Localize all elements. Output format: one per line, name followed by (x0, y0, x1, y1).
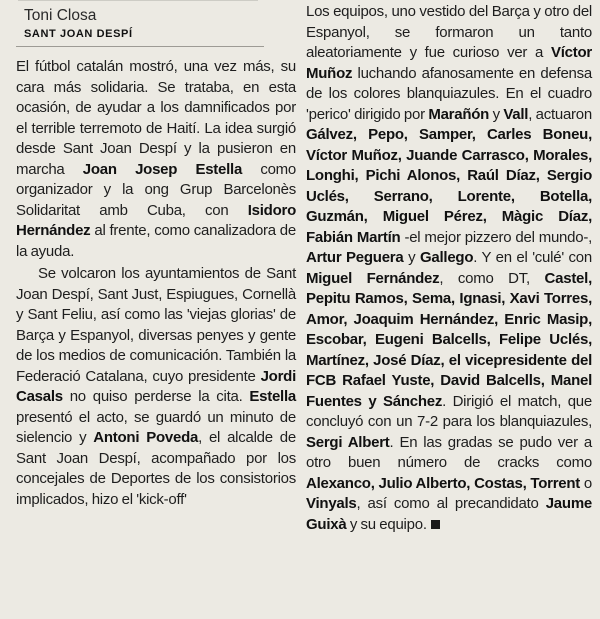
text-run: . Dirigió el match, que concluyó con un 7-2 para los blanquiazules, (306, 392, 592, 430)
text-run: Los equipos, uno vestido del Barça y otro del Espanyol, se formaron un tanto aleatoriamente y fue curioso ver a (306, 3, 592, 61)
text-run: y su equipo. (346, 515, 427, 533)
paragraph (306, 0, 592, 535)
bold-name: Isidoro Hernández (16, 201, 296, 239)
bold-name: Joan Josep Estella (82, 160, 243, 178)
author-name: Toni Closa (24, 7, 97, 24)
text-run: El fútbol catalán mostró, una vez más, su cara más solidaria. Se trataba, en esta ocasión, de ayudar a los damnificados por el terrible terremoto de Haití. La idea surgió desde Sant Joan Despí y la pusieron en marcha (16, 58, 296, 178)
bold-name: Miguel Fernández (306, 269, 440, 287)
bold-name: Vinyals (306, 495, 357, 512)
text-run: no quiso perderse la cita. (62, 388, 250, 405)
text-run: presentó el acto, se guardó un minuto de sielencio y (16, 408, 296, 446)
paragraph (16, 57, 296, 262)
bold-name: Alexanco, Julio Alberto, Costas, Torrent (306, 474, 581, 492)
bold-name: Artur Peguera (306, 249, 404, 266)
text-run: , el alcalde de Sant Joan Despí, acompañado por los concejales de Deportes de los consistorios implicados, hizo el 'kick-off' (16, 429, 296, 508)
text-run: -el mejor pizzero del mundo-, (400, 228, 592, 246)
bold-name: Gálvez, Pepo, Samper, Carles Boneu, Víctor Muñoz, Juande Carrasco, Morales, Longhi, Pichi Alonos, Raúl Díaz, Sergio Uclés, Serrano, Lorente, Botella, Guzmán, Miguel Pérez, Màgic Díaz, Fabián Martín (306, 126, 592, 246)
bold-name: Castel, Pepitu Ramos, Sema, Ignasi, Xavi Torres, Amor, Joaquim Hernández, Enric Masip, Escobar, Eugeni Balcells, Felipe Uclés, Martínez, José Díaz, el vicepresidente del FCB Rafael Yuste, David Balcells, Manel Fuentes y Sánchez (306, 269, 592, 410)
text-run: Se volcaron los ayuntamientos de Sant Joan Despí, Sant Just, Espiugues, Cornellà y Sant Feliu, así como las 'viejas glorias' de Barça y Espanyol, diversas penyes y gente de los medios de comunicación. También la Federació Catalana, cuyo presidente (16, 265, 296, 385)
bold-name: Vall (503, 105, 529, 123)
text-run: . Y en el 'culé' con (473, 249, 592, 266)
bold-name: Gallego (419, 249, 474, 266)
text-run: o (580, 474, 592, 492)
dateline-location: SANT JOAN DESPÍ (24, 28, 133, 40)
byline (16, 0, 264, 47)
text-run: , como DT, (439, 269, 545, 287)
bold-name: Estella (249, 388, 296, 405)
bold-name: Sergi Albert (306, 433, 390, 451)
text-run: luchando afanosamente en defensa de los colores blanquiazules. En el cuadro 'perico' dirigido por (306, 64, 592, 123)
end-of-article-mark (431, 520, 440, 529)
right-column (306, 0, 592, 535)
text-run: , actuaron (528, 105, 592, 123)
text-run: al frente, como canalizadora de la ayuda. (16, 222, 296, 260)
bold-name: Jaume Guixà (306, 495, 592, 533)
bold-name: Jordi Casals (16, 367, 296, 405)
bold-name: Marañón (428, 105, 490, 123)
text-run: como organizador y la ong Grup Barcelonès Solidaritat amb Cuba, con (16, 160, 297, 219)
text-run: y (403, 249, 420, 266)
bold-name: Víctor Muñoz (306, 44, 592, 82)
text-run: . En las gradas se pudo ver a otro buen número de cracks como (306, 433, 592, 471)
text-run: y (489, 105, 504, 123)
left-column (16, 0, 296, 510)
bold-name: Antoni Poveda (93, 429, 199, 446)
paragraph (16, 264, 296, 510)
text-run: , así como al precandidato (356, 495, 546, 512)
